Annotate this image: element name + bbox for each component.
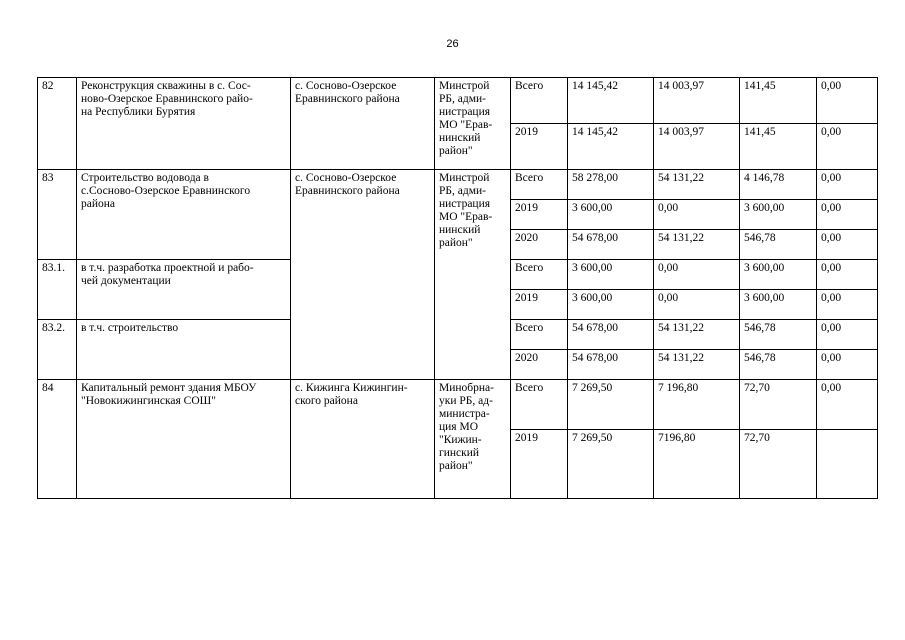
total-amount: 54 678,00 [568,350,654,380]
federal-amount: 54 131,22 [654,350,740,380]
local-amount: 0,00 [817,290,878,320]
republic-amount: 4 146,78 [740,170,817,200]
local-amount: 0,00 [817,124,878,170]
total-amount: 7 269,50 [568,430,654,499]
total-amount: 3 600,00 [568,260,654,290]
period: Всего [511,320,568,350]
federal-amount: 7196,80 [654,430,740,499]
federal-amount: 14 003,97 [654,78,740,124]
local-amount: 0,00 [817,350,878,380]
table-row [38,78,878,124]
table-row [38,380,878,430]
total-amount: 58 278,00 [568,170,654,200]
federal-amount: 54 131,22 [654,320,740,350]
republic-amount: 546,78 [740,350,817,380]
object-name: Реконструкция скважины в с. Сос- ново-Озерское Еравнинского райо- на Республики Бурятия [77,78,291,170]
federal-amount: 0,00 [654,200,740,230]
local-amount: 0,00 [817,78,878,124]
total-amount: 3 600,00 [568,200,654,230]
local-amount: 0,00 [817,230,878,260]
row-number: 83.2. [38,320,77,380]
total-amount: 54 678,00 [568,230,654,260]
republic-amount: 72,70 [740,380,817,430]
responsible-body: Минстрой РБ, адми- нистрация МО "Ерав- нинский район" [435,170,511,380]
republic-amount: 3 600,00 [740,290,817,320]
object-name: в т.ч. строительство [77,320,291,380]
local-amount: 0,00 [817,170,878,200]
period: Всего [511,260,568,290]
object-location: с. Сосново-Озерское Еравнинского района [291,170,435,380]
page-number: 26 [446,38,459,50]
republic-amount: 72,70 [740,430,817,499]
period: Всего [511,170,568,200]
period: Всего [511,380,568,430]
period: 2019 [511,290,568,320]
local-amount [817,430,878,499]
federal-amount: 7 196,80 [654,380,740,430]
republic-amount: 141,45 [740,124,817,170]
responsible-body: Минстрой РБ, адми- нистрация МО "Ерав- нинский район" [435,78,511,170]
local-amount: 0,00 [817,260,878,290]
period: 2020 [511,350,568,380]
period: 2019 [511,430,568,499]
period: 2019 [511,200,568,230]
responsible-body: Минобрна- уки РБ, ад- министра- ция МО "Кижин- гинский район" [435,380,511,499]
federal-amount: 0,00 [654,260,740,290]
object-name: в т.ч. разработка проектной и рабо- чей документации [77,260,291,320]
object-name: Строительство водовода в с.Сосново-Озерское Еравнинского района [77,170,291,260]
object-location: с. Сосново-Озерское Еравнинского района [291,78,435,170]
federal-amount: 54 131,22 [654,170,740,200]
object-name: Капитальный ремонт здания МБОУ "Новокижингинская СОШ" [77,380,291,499]
period: 2019 [511,124,568,170]
total-amount: 3 600,00 [568,290,654,320]
federal-amount: 14 003,97 [654,124,740,170]
local-amount: 0,00 [817,320,878,350]
local-amount: 0,00 [817,200,878,230]
total-amount: 14 145,42 [568,124,654,170]
total-amount: 7 269,50 [568,380,654,430]
republic-amount: 546,78 [740,320,817,350]
total-amount: 54 678,00 [568,320,654,350]
row-number: 84 [38,380,77,499]
row-number: 83.1. [38,260,77,320]
republic-amount: 3 600,00 [740,200,817,230]
federal-amount: 0,00 [654,290,740,320]
republic-amount: 141,45 [740,78,817,124]
period: 2020 [511,230,568,260]
republic-amount: 546,78 [740,230,817,260]
program-table [37,77,878,499]
row-number: 82 [38,78,77,170]
object-location: с. Кижинга Кижингин- ского района [291,380,435,499]
local-amount: 0,00 [817,380,878,430]
row-number: 83 [38,170,77,260]
total-amount: 14 145,42 [568,78,654,124]
federal-amount: 54 131,22 [654,230,740,260]
period: Всего [511,78,568,124]
table-row [38,170,878,200]
republic-amount: 3 600,00 [740,260,817,290]
